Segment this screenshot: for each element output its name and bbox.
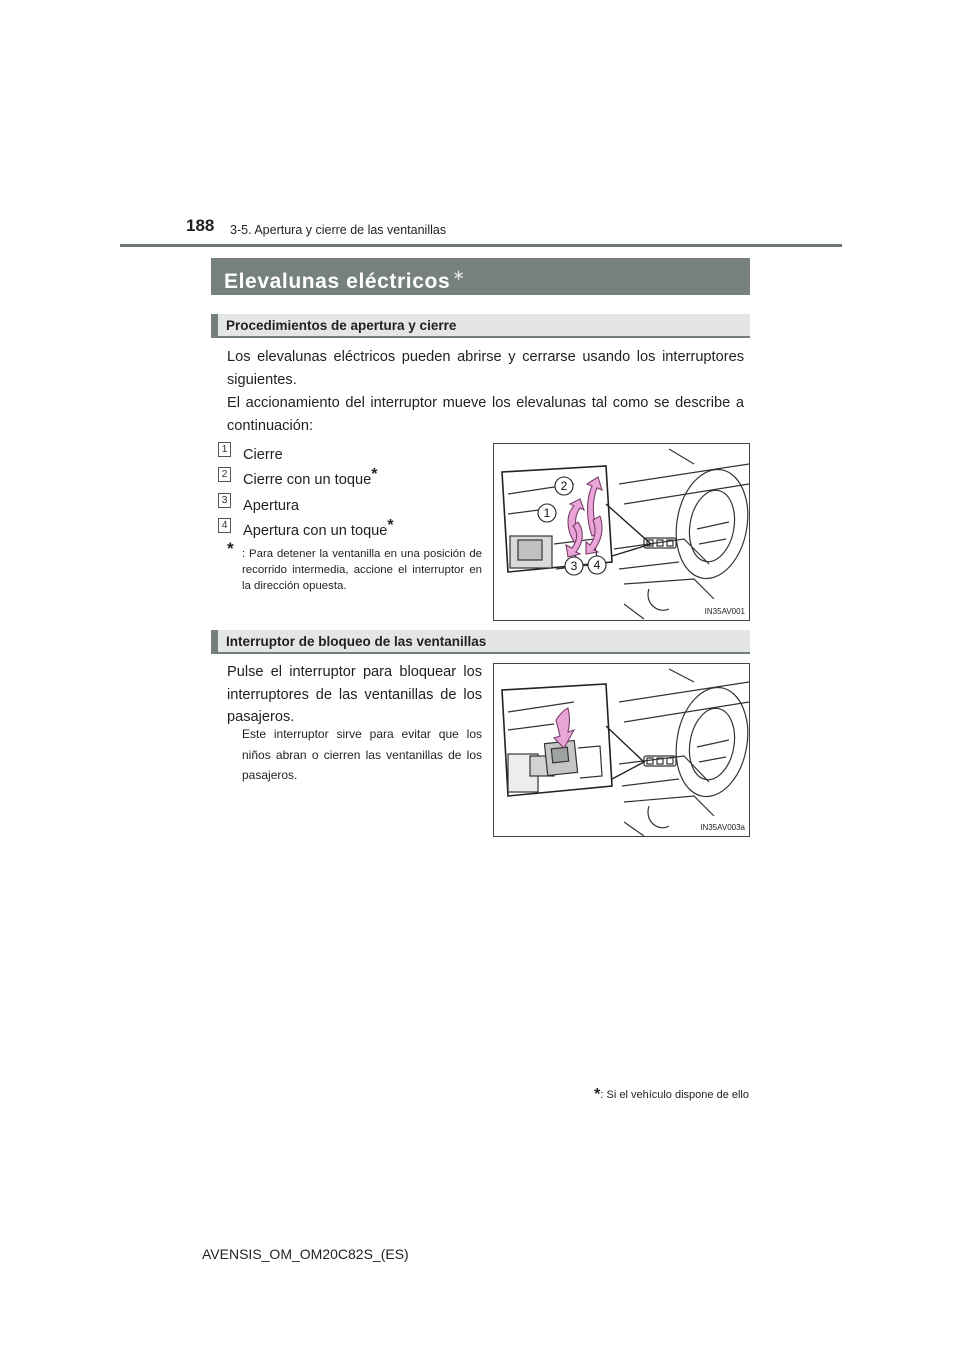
item-number-box: 4 [218, 518, 231, 533]
item-label-text: Cierre con un toque [243, 472, 372, 488]
footnote-text: : Para detener la ventanilla en una posición de recorrido intermedia, accione el interruptor en la dirección opuesta. [242, 548, 482, 592]
paragraph-operation: El accionamiento del interruptor mueve los elevalunas tal como se describe a continuación: [227, 395, 744, 434]
paragraph-lock: Pulse el interruptor para bloquear los interruptores de las ventanillas de los pasajeros. [227, 664, 482, 725]
section-title [211, 258, 750, 295]
item-label-text: Cierre [243, 447, 283, 463]
item-label [243, 490, 299, 517]
figure-callout-2: 2 [560, 479, 568, 493]
item-label-text: Apertura [243, 498, 299, 514]
item-number-box: 2 [218, 467, 231, 482]
figure-callout-1: 1 [543, 506, 551, 520]
item-label [243, 439, 283, 466]
page-number: 188 [186, 216, 215, 235]
running-header: 3-5. Apertura y cierre de las ventanillas [230, 223, 447, 237]
footnote-asterisk: * [227, 539, 234, 558]
lock-switch-illustration [494, 664, 749, 836]
item-asterisk: * [371, 466, 378, 483]
lock-switch-figure [493, 663, 750, 837]
figure-callout-4: 4 [593, 558, 601, 572]
item-number-box: 3 [218, 493, 231, 508]
availability-text: : Si el vehículo dispone de ello [600, 1089, 749, 1101]
item-label [243, 515, 394, 542]
window-switch-figure [493, 443, 750, 621]
section-title-asterisk: ∗ [452, 267, 466, 284]
item-label-text: Apertura con un toque [243, 523, 388, 539]
item-number-box: 1 [218, 442, 231, 457]
paragraph-intro: Los elevalunas eléctricos pueden abrirse y cerrarse usando los interruptores siguientes. [227, 349, 744, 388]
subheading-procedures: Procedimientos de apertura y cierre [211, 314, 750, 338]
figure-code: IN35AV003a [700, 823, 745, 832]
figure-code: IN35AV001 [704, 607, 745, 616]
figure-callout-3: 3 [570, 559, 578, 573]
item-asterisk: * [387, 517, 394, 534]
paragraph-lock-note: Este interruptor sirve para evitar que los niños abran o cierren las ventanillas de los pasajeros. [242, 727, 482, 782]
footer-document-code: AVENSIS_OM_OM20C82S_(ES) [202, 1246, 409, 1262]
subheading-lock-switch: Interruptor de bloqueo de las ventanillas [211, 630, 750, 654]
header-rule [120, 244, 842, 247]
availability-asterisk: * [594, 1086, 601, 1103]
window-switch-illustration [494, 444, 749, 620]
availability-note [594, 1087, 749, 1103]
section-title-text: Elevalunas eléctricos [224, 270, 451, 293]
item-label [243, 464, 377, 491]
